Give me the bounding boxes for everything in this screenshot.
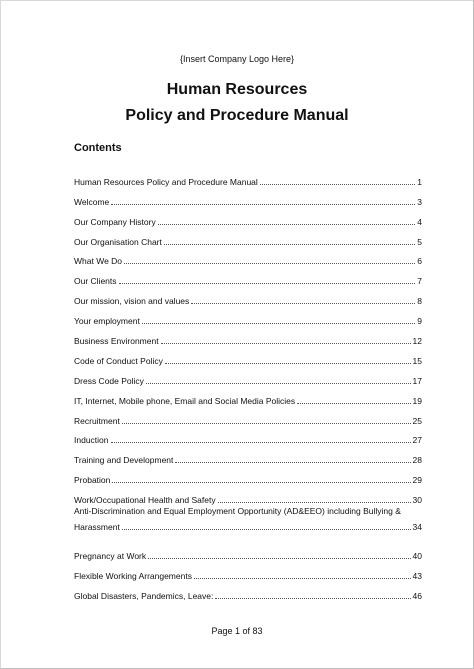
toc-entry-title: Our mission, vision and values [74,296,190,307]
toc-entry[interactable] [74,266,422,286]
toc-entry-page: 8 [417,296,422,307]
toc-entry[interactable] [74,247,422,267]
toc-entry[interactable] [74,406,422,426]
toc-entry-title: Flexible Working Arrangements [74,570,192,581]
toc-entry[interactable] [74,227,422,247]
toc-entry-title: Induction [74,435,109,446]
toc-leader-dots [164,243,415,245]
toc-leader-dots [191,302,415,304]
toc-leader-dots [146,382,411,384]
logo-placeholder: {Insert Company Logo Here} [179,54,295,64]
toc-entry-title: Work/Occupational Health and Safety [74,495,216,506]
toc-leader-dots [218,501,411,503]
toc-entry-page: 5 [417,236,422,247]
toc-entry-title: Human Resources Policy and Procedure Manual [74,176,258,187]
toc-leader-dots [260,183,415,185]
toc-entry-title: Probation [74,475,111,486]
toc-leader-dots [175,461,410,463]
toc-entry-page: 19 [412,395,422,406]
toc-entry[interactable] [74,306,422,326]
toc-entry[interactable] [74,426,422,446]
toc-entry-page: 25 [412,415,422,426]
toc-entry-page: 1 [417,176,422,187]
toc-entry-page: 40 [412,551,422,562]
toc-leader-dots [148,557,410,559]
document-title-line1: Human Resources [166,81,308,98]
toc-entry-title: Code of Conduct Policy [74,355,163,366]
toc-entry-page: 4 [417,216,422,227]
toc-leader-dots [215,597,410,599]
toc-entry-title-line1: Anti-Discrimination and Equal Employment Opportunity (AD&EEO) including Bullying & [74,506,401,517]
toc-entry[interactable] [74,346,422,366]
toc-leader-dots [194,577,411,579]
toc-entry-page: 29 [412,475,422,486]
toc-entry[interactable] [74,207,422,227]
toc-entry-page: 17 [412,375,422,386]
toc-entry-title: Training and Development [74,455,174,466]
toc-leader-dots [111,203,415,205]
toc-entry-title: IT, Internet, Mobile phone, Email and Social Media Policies [74,395,296,406]
toc-entry[interactable] [74,485,422,505]
toc-entry[interactable] [74,366,422,386]
toc-entry-page: 46 [412,590,422,601]
toc-entry[interactable] [74,465,422,485]
toc-entry-title: Harassment [74,522,120,533]
toc-leader-dots [111,441,411,443]
toc-leader-dots [122,528,411,530]
toc-leader-dots [112,481,410,483]
toc-entry-page: 28 [412,455,422,466]
toc-entry-title: Recruitment [74,415,120,426]
toc-entry-page: 12 [412,336,422,347]
contents-heading: Contents [74,142,122,154]
toc-leader-dots [142,322,415,324]
toc-entry-title: Our Clients [74,276,117,287]
toc-entry-page: 27 [412,435,422,446]
toc-entry-page: 30 [412,495,422,506]
toc-entry-page: 6 [417,256,422,267]
toc-entry-title: Welcome [74,196,110,207]
toc-entry-page: 3 [417,196,422,207]
toc-entry[interactable] [74,541,422,561]
toc-entry[interactable] [74,386,422,406]
toc-entry[interactable] [74,326,422,346]
toc-leader-dots [124,262,415,264]
page-number-footer: Page 1 of 83 [211,626,263,636]
toc-entry[interactable] [74,581,422,601]
toc-entry-page: 43 [412,570,422,581]
toc-entry-title: Dress Code Policy [74,375,144,386]
toc-entry-page: 15 [412,355,422,366]
toc-entry-page: 7 [417,276,422,287]
toc-entry-title: Global Disasters, Pandemics, Leave: [74,590,214,601]
toc-entry-title: Our Company History [74,216,156,227]
toc-entry[interactable] [74,505,422,541]
toc-entry-title: Pregnancy at Work [74,551,147,562]
toc-leader-dots [165,362,411,364]
toc-entry-page: 9 [417,316,422,327]
toc-leader-dots [122,422,411,424]
toc-entry[interactable] [74,187,422,207]
toc-entry-title: Our Organisation Chart [74,236,162,247]
toc-leader-dots [119,282,416,284]
table-of-contents [74,167,422,601]
toc-entry-title: Your employment [74,316,140,327]
toc-leader-dots [297,402,410,404]
toc-entry-title: What We Do [74,256,123,267]
toc-entry-title: Business Environment [74,336,159,347]
toc-leader-dots [158,223,416,225]
document-title-line2: Policy and Procedure Manual [125,107,349,124]
toc-leader-dots [161,342,411,344]
toc-entry-page: 34 [412,522,422,533]
toc-entry[interactable] [74,286,422,306]
toc-entry[interactable] [74,167,422,187]
toc-entry[interactable] [74,561,422,581]
toc-entry[interactable] [74,445,422,465]
